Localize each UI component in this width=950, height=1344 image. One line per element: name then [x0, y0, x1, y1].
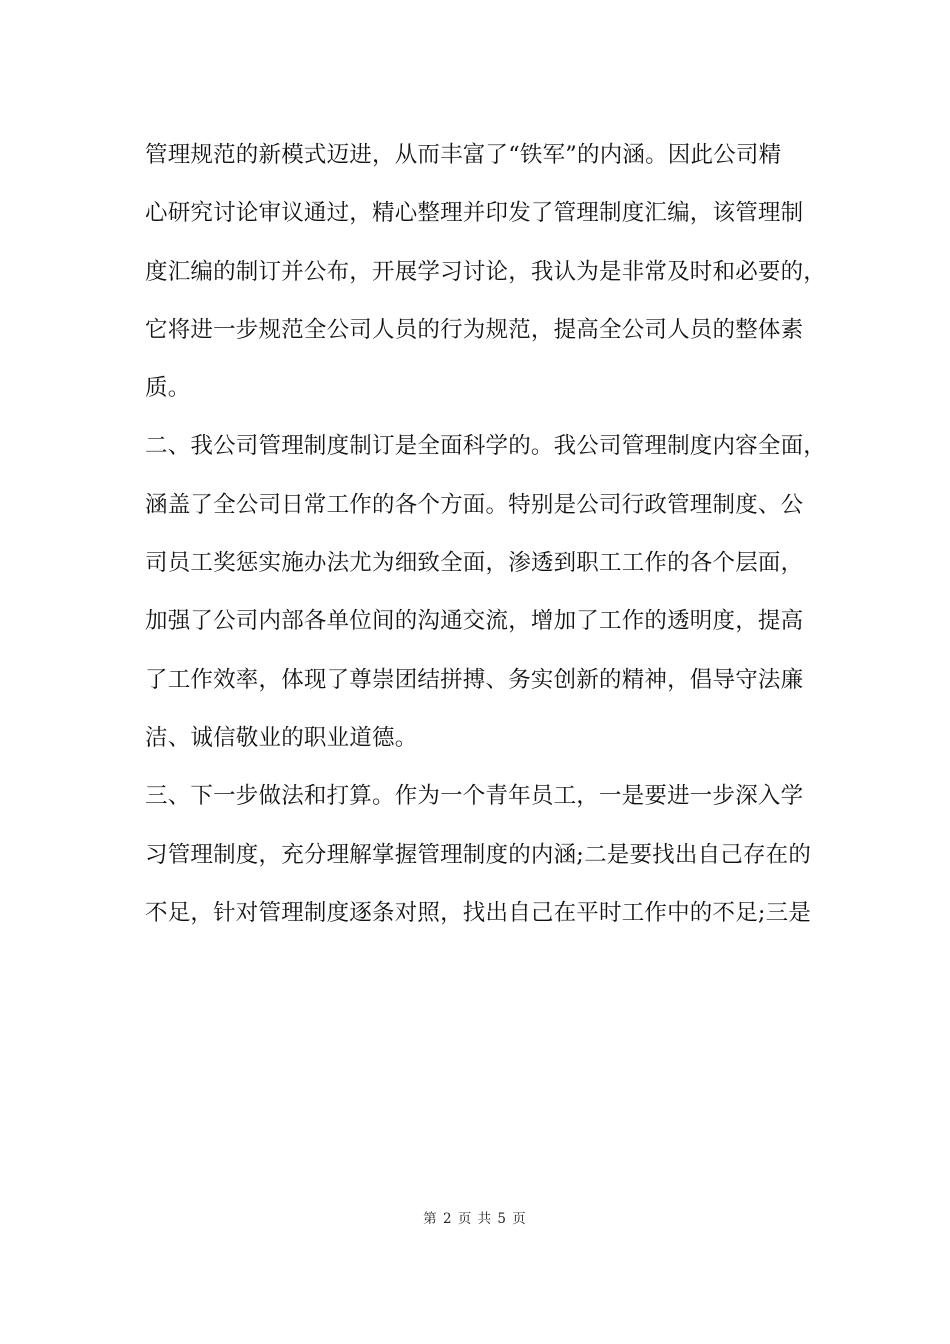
text-line: 洁、诚信敬业的职业道德。: [145, 724, 418, 751]
page-number-label: 第 2 页 共 5 页: [423, 1211, 527, 1227]
text-line: 司员工奖惩实施办法尤为细致全面，渗透到职工工作的各个层面，: [145, 550, 804, 577]
text-line: 习管理制度，充分理解掌握管理制度的内涵;二是要找出自己存在的: [145, 841, 812, 868]
text-line: 心研究讨论审议通过，精心整理并印发了管理制度汇编，该管理制: [145, 200, 804, 227]
text-line: 不足，针对管理制度逐条对照，找出自己在平时工作中的不足;三是: [145, 899, 812, 926]
text-line: 管理规范的新模式迈进，从而丰富了“铁军”的内涵。因此公司精: [145, 142, 782, 168]
text-line: 加强了公司内部各单位间的沟通交流，增加了工作的透明度，提高: [145, 608, 804, 635]
document-body: [145, 133, 835, 949]
text-line: 二、我公司管理制度制订是全面科学的。我公司管理制度内容全面，: [145, 433, 827, 460]
text-line: 度汇编的制订并公布，开展学习讨论，我认为是非常及时和必要的，: [145, 258, 827, 285]
page-footer: [0, 1207, 950, 1227]
text-line: 三、下一步做法和打算。作为一个青年员工，一是要进一步深入学: [145, 783, 804, 810]
text-line: 涵盖了全公司日常工作的各个方面。特别是公司行政管理制度、公: [145, 491, 804, 518]
text-line: 了工作效率，体现了尊崇团结拼搏、务实创新的精神，倡导守法廉: [145, 666, 804, 693]
text-line: 质。: [145, 375, 191, 402]
text-line: 它将进一步规范全公司人员的行为规范，提高全公司人员的整体素: [145, 316, 804, 343]
